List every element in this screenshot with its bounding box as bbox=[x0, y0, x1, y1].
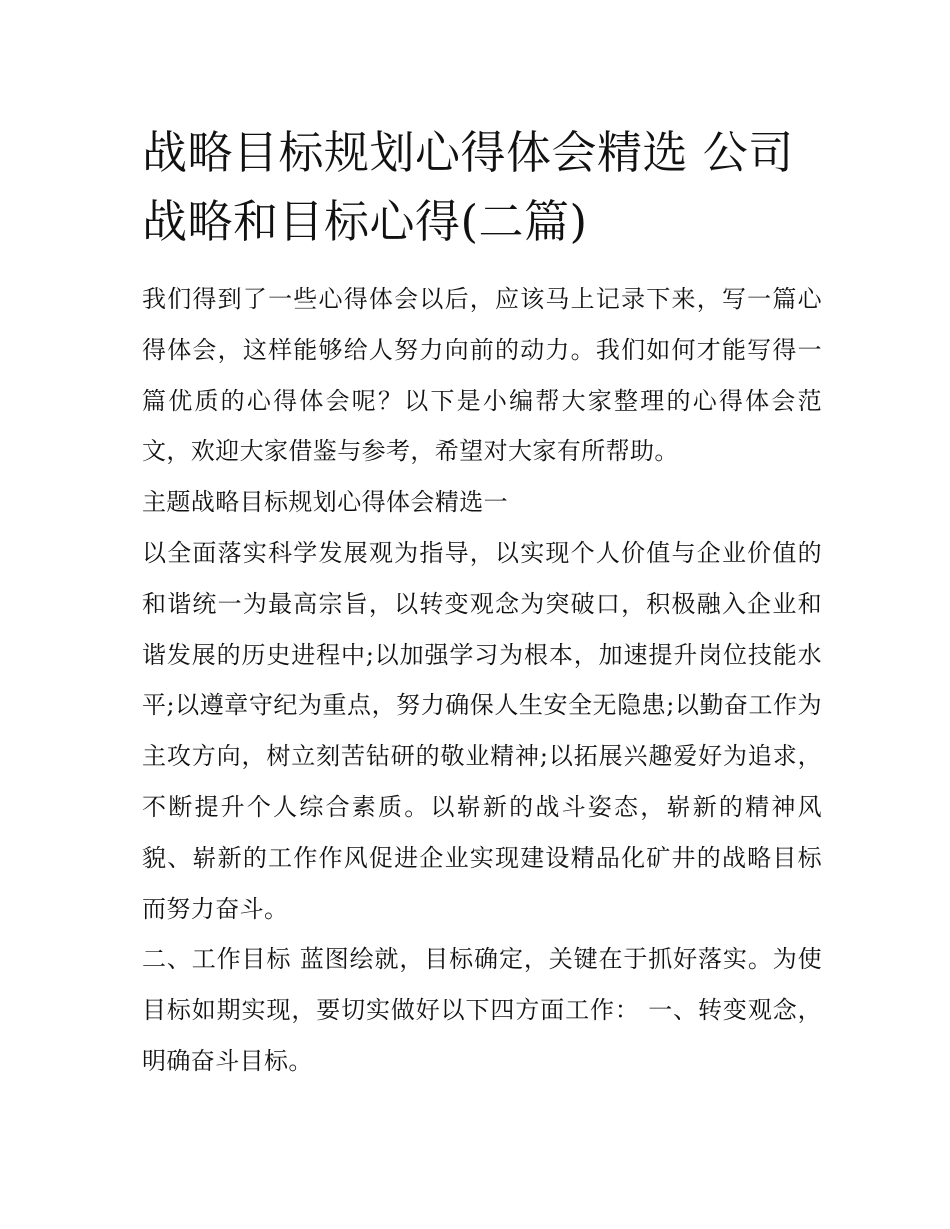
work-goals-paragraph: 二、工作目标 蓝图绘就，目标确定，关键在于抓好落实。为使目标如期实现，要切实做好以下四方面工作： 一、转变观念，明确奋斗目标。 bbox=[142, 945, 822, 1075]
body-paragraph: 以全面落实科学发展观为指导，以实现个人价值与企业价值的和谐统一为最高宗旨，以转变观念为突破口，积极融入企业和谐发展的历史进程中;以加强学习为根本，加速提升岗位技能水平;以遵章守纪为重点，努力确保人生安全无隐患;以勤奋工作为主攻方向，树立刻苦钻研的敬业精神;以拓展兴趣爱好为追求，不断提升个人综合素质。以崭新的战斗姿态，崭新的精神风貌、崭新的工作作风促进企业实现建设精品化矿井的战略目标而努力奋斗。 bbox=[142, 538, 822, 923]
intro-paragraph: 我们得到了一些心得体会以后，应该马上记录下来，写一篇心得体会，这样能够给人努力向前的动力。我们如何才能写得一篇优质的心得体会呢？以下是小编帮大家整理的心得体会范文，欢迎大家借鉴与参考，希望对大家有所帮助。 bbox=[142, 285, 822, 466]
section-heading: 主题战略目标规划心得体会精选一 bbox=[142, 488, 508, 517]
document-body bbox=[142, 118, 822, 1087]
document-title: 战略目标规划心得体会精选 公司战略和目标心得(二篇) bbox=[142, 126, 794, 248]
